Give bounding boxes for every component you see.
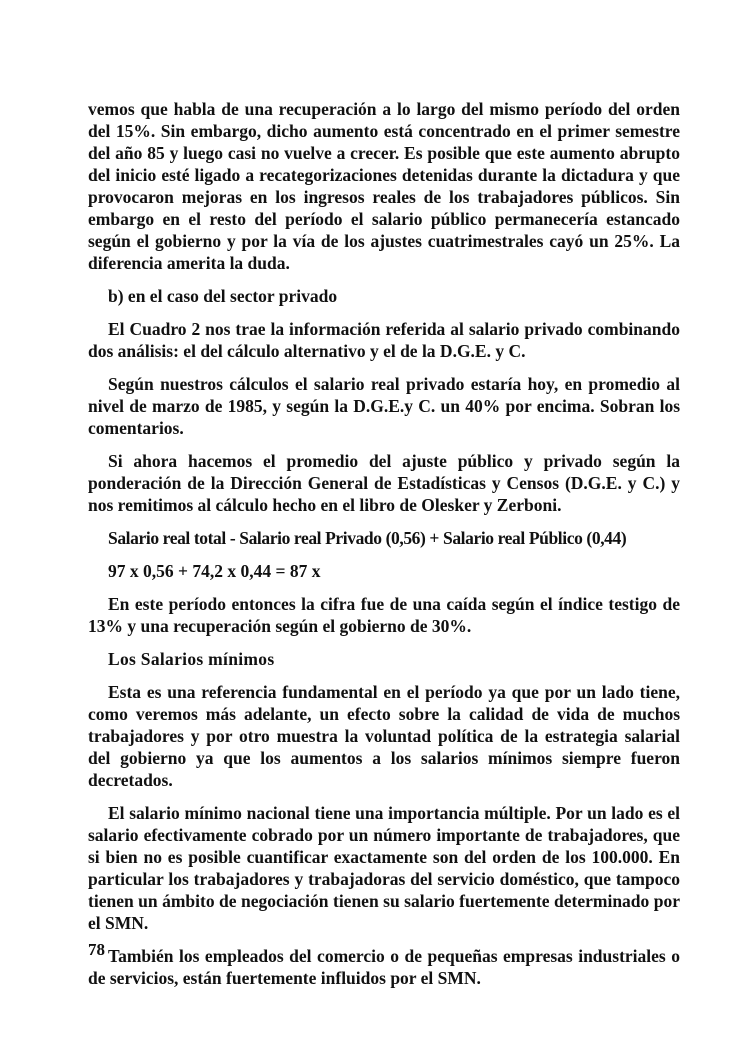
paragraph-private-salary: Según nuestros cálculos el salario real privado estaría hoy, en promedio al nivel de marzo de 1985, y según la D.G.E.y C. un 40% por encima. Sobran los comentarios. — [88, 374, 680, 438]
section-heading-minimum-wages: Los Salarios mínimos — [108, 649, 275, 669]
paragraph-minimum-wage-reference: Esta es una referencia fundamental en el período ya que por un lado tiene, como veremos más adelante, un efecto sobre la calidad de vida de muchos trabajadores y por otro muestra la voluntad política de la estrategia salarial del gobierno ya que los aumentos a los salarios mínimos siempre fueron decretados. — [88, 682, 680, 790]
paragraph-weighted-average: Si ahora hacemos el promedio del ajuste público y privado según la ponderación de la Dirección General de Estadísticas y Censos (D.G.E. y C.) y nos remitimos al cálculo hecho en el libro de Olesker y Zerboni. — [88, 451, 680, 515]
paragraph-public-salary: vemos que habla de una recuperación a lo largo del mismo período del orden del 15%. Sin embargo, dicho aumento está concentrado en el primer semestre del año 85 y luego casi no vuelve a crecer. Es posible que este aumento abrupto del inicio esté ligado a recategorizaciones detenidas durante la dictadura y que provocaron mejoras en los ingresos reales de los trabajadores públicos. Sin embargo en el resto del período el salario público permanecería estancado según el gobierno y por la vía de los ajustes cuatrimestrales cayó un 25%. La diferencia amerita la duda. — [88, 99, 680, 273]
paragraph-minimum-wage-importance: El salario mínimo nacional tiene una importancia múltiple. Por un lado es el salario efectivamente cobrado por un número importante de trabajadores, que si bien no es posible cuantificar exactamente son del orden de los 100.000. En particular los trabajadores y trabajadoras del servicio doméstico, que tampoco tienen un ámbito de negociación tienen su salario fuertemente determinado por el SMN. — [88, 803, 680, 933]
page-body — [88, 98, 680, 1000]
paragraph-period-result: En este período entonces la cifra fue de una caída según el índice testigo de 13% y una recuperación según el gobierno de 30%. — [88, 594, 680, 636]
page-number: 78 — [88, 940, 105, 959]
paragraph-cuadro-2: El Cuadro 2 nos trae la información referida al salario privado combinando dos análisis: el del cálculo alternativo y el de la D.G.E. y C. — [88, 319, 680, 361]
formula-calculation: 97 x 0,56 + 74,2 x 0,44 = 87 x — [108, 561, 321, 581]
paragraph-commerce-employees: También los empleados del comercio o de pequeñas empresas industriales o de servicios, están fuertemente influidos por el SMN. — [88, 946, 680, 988]
formula-definition: Salario real total - Salario real Privado (0,56) + Salario real Público (0,44) — [108, 528, 627, 548]
subheading-private-sector: b) en el caso del sector privado — [108, 286, 338, 306]
